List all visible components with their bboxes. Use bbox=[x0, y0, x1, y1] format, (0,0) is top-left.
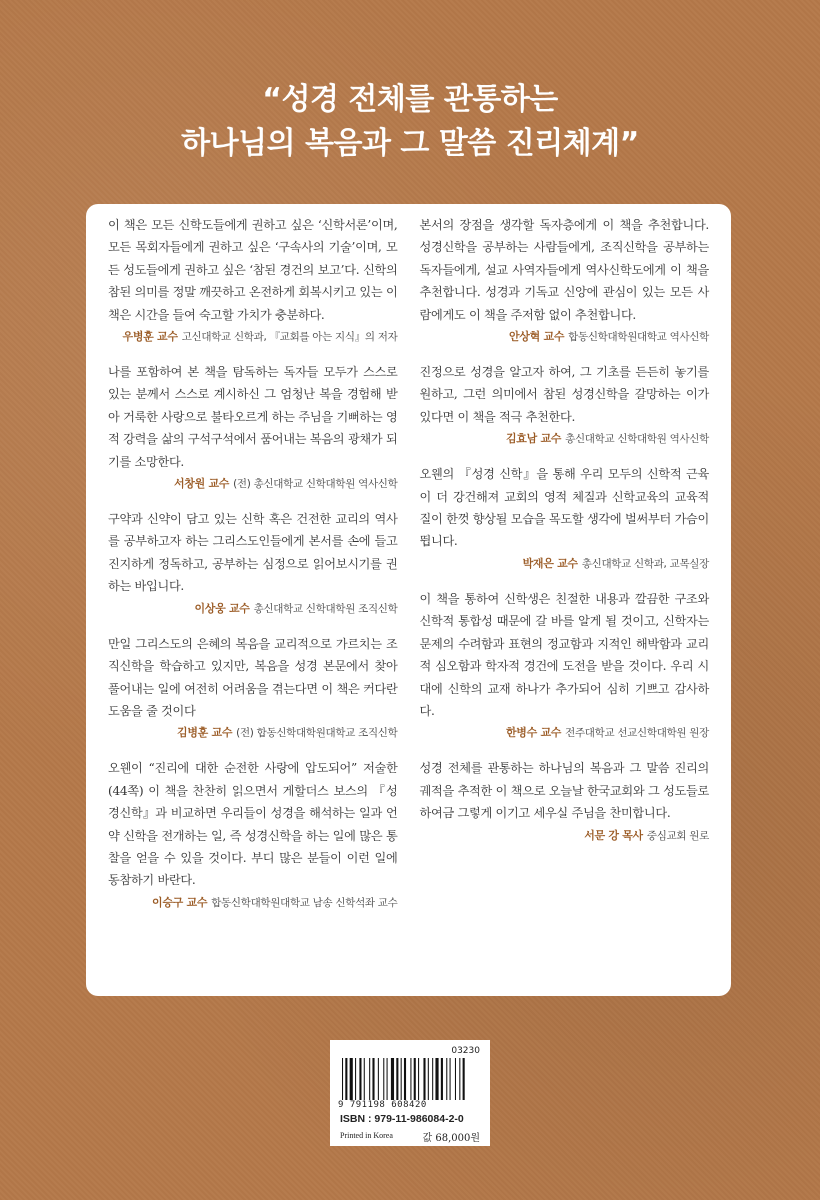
endorser-name: 김효남 교수 bbox=[505, 432, 562, 446]
endorser bbox=[420, 430, 710, 446]
barcode-bar bbox=[404, 1058, 406, 1100]
ean-digits: 9 791198 608420 bbox=[338, 1100, 427, 1110]
barcode-image bbox=[340, 1058, 480, 1100]
barcode-bar bbox=[342, 1058, 343, 1100]
endorser-title: (전) 총신대학교 신학대학원 역사신학 bbox=[233, 478, 398, 491]
barcode-bar bbox=[441, 1058, 443, 1100]
endorser bbox=[108, 600, 398, 616]
endorser-title: 총신대학교 신학대학원 역사신학 bbox=[565, 433, 709, 446]
barcode-bar bbox=[369, 1058, 370, 1100]
barcode-bar bbox=[432, 1058, 433, 1100]
endorser bbox=[420, 827, 710, 843]
endorser-name: 한병수 교수 bbox=[505, 726, 562, 740]
barcode-bar bbox=[345, 1058, 347, 1100]
endorsement-text: 성경 전체를 관통하는 하나님의 복음과 그 말씀 진리의 궤적을 추적한 이 책으로 오늘날 한국교회와 그 성도들로 하여금 그렇게 이기고 세우실 주님을 찬미합니다. bbox=[419, 761, 709, 821]
barcode-bar bbox=[391, 1058, 394, 1100]
endorser bbox=[108, 328, 398, 344]
endorser-title: 총신대학교 신학과, 교목실장 bbox=[581, 557, 709, 570]
isbn: ISBN : 979-11-986084-2-0 bbox=[340, 1113, 464, 1125]
endorser-name: 이승구 교수 bbox=[152, 895, 208, 909]
barcode-bar bbox=[364, 1058, 365, 1100]
endorser bbox=[108, 724, 398, 740]
barcode-bars bbox=[340, 1058, 480, 1100]
endorsement bbox=[420, 463, 710, 571]
headline-line-1: “성경 전체를 관통하는 bbox=[262, 82, 558, 117]
endorsement-text: 진정으로 성경을 알고자 하여, 그 기초를 든든히 놓기를 원하고, 그런 의미에서 참된 성경신학을 갈망하는 이가 있다면 이 책을 적극 추천한다. bbox=[419, 365, 709, 424]
barcode-bar bbox=[396, 1058, 398, 1100]
barcode-bar bbox=[428, 1058, 429, 1100]
printed-in: Printed in Korea bbox=[340, 1131, 393, 1140]
barcode-bar bbox=[355, 1058, 356, 1100]
barcode-bar bbox=[463, 1058, 465, 1100]
barcode-bar bbox=[350, 1058, 353, 1100]
endorser-title: 전주대학교 선교신학대학원 원장 bbox=[565, 727, 709, 740]
endorser-title: 합동신학대학원대학교 역사신학 bbox=[568, 331, 709, 344]
endorsement-text: 구약과 신약이 담고 있는 신학 혹은 건전한 교리의 역사를 공부하고자 하는 그리스도인들에게 본서를 손에 들고 진지하게 정독하고, 공부하는 심정으로 읽어보시기를 권하는 바입니다. bbox=[108, 512, 398, 594]
endorsement bbox=[420, 361, 710, 446]
price-code: 03230 bbox=[451, 1046, 480, 1056]
endorsement-text: 만일 그리스도의 은혜의 복음을 교리적으로 가르치는 조직신학을 학습하고 있지만, 복음을 성경 본문에서 찾아 풀어내는 일에 여전히 어려움을 겪는다면 이 책은 커다란 도움을 줄 것이다 bbox=[108, 636, 398, 718]
endorser-title: 총신대학교 신학대학원 조직신학 bbox=[253, 602, 398, 615]
endorsement bbox=[108, 757, 398, 909]
endorsement bbox=[108, 361, 398, 491]
barcode-bar bbox=[455, 1058, 456, 1100]
barcode-box bbox=[330, 1040, 490, 1146]
endorser-name: 서창원 교수 bbox=[173, 477, 230, 491]
endorser-title: 중심교회 원로 bbox=[646, 829, 709, 842]
endorsement-text: 이 책은 모든 신학도들에게 권하고 싶은 ‘신학서론’이며, 모든 목회자들에게 권하고 싶은 ‘구속사의 기술’이며, 모든 성도들에게 권하고 싶은 ‘참된 경건의 보고’다. 신학의 참된 의미를 정말 깨끗하고 온전하게 회복시키고 있는 이 책은 시간을 들여 숙고할 가치가 충분하다. bbox=[108, 218, 398, 322]
endorsement bbox=[420, 214, 710, 344]
endorser-name: 우병훈 교수 bbox=[122, 330, 178, 344]
left-column bbox=[108, 214, 398, 996]
endorsement bbox=[108, 508, 398, 616]
endorser-name: 서문 강 목사 bbox=[584, 828, 643, 842]
barcode-bar bbox=[387, 1058, 388, 1100]
barcode-bar bbox=[410, 1058, 411, 1100]
barcode-bar bbox=[414, 1058, 416, 1100]
price: 값 68,000원 bbox=[422, 1133, 480, 1144]
endorser-title: 고신대학교 신학과, 『교회를 아는 지식』의 저자 bbox=[181, 331, 398, 344]
right-column bbox=[420, 214, 710, 996]
endorser bbox=[420, 724, 710, 740]
barcode-bar bbox=[418, 1058, 419, 1100]
barcode-bar bbox=[359, 1058, 361, 1100]
barcode-bar bbox=[401, 1058, 402, 1100]
headline-line-2: 하나님의 복음과 그 말씀 진리체계” bbox=[181, 126, 639, 161]
endorsement bbox=[420, 588, 710, 740]
endorser-title: (전) 합동신학대학원대학교 조직신학 bbox=[236, 727, 398, 740]
barcode-bar bbox=[372, 1058, 374, 1100]
endorser-name: 안상혁 교수 bbox=[508, 330, 565, 344]
endorser-name: 김병훈 교수 bbox=[177, 726, 233, 740]
endorser bbox=[108, 475, 398, 491]
barcode-bar bbox=[446, 1058, 447, 1100]
endorsement-card bbox=[86, 204, 731, 996]
endorsement-text: 이 책을 통하여 신학생은 친절한 내용과 깔끔한 구조와 신학적 통합성 때문에 갈 바를 알게 될 것이고, 신학자는 문제의 수려함과 표현의 정교함과 지적인 해박함과 교리적 심오함과 학자적 경건에 도전을 받을 것이다. 우리 시대에 신학의 교재 하나가 추가되어 심히 기쁘고 감사하다. bbox=[419, 591, 709, 718]
endorsement-text: 오웬이 “진리에 대한 순전한 사랑에 압도되어” 저술한(44쪽) 이 책을 찬찬히 읽으면서 게할더스 보스의 『성경신학』과 비교하면 우리들이 성경을 해석하는 일과 언약 신학을 전개하는 일, 즉 성경신학을 하는 일에 많은 통찰을 얻을 수 있을 것이다. 부디 많은 분들이 이런 일에 동참하기 바란다. bbox=[108, 761, 398, 888]
endorser bbox=[108, 894, 398, 910]
endorsement-text: 나를 포함하여 본 책을 탐독하는 독자들 모두가 스스로 있는 분께서 스스로 계시하신 그 엄청난 복을 경험해 받아 거룩한 사랑으로 불타오르게 하는 주님을 기뻐하는 영적 강력을 삶의 구석구석에서 품어내는 복음의 광채가 되기를 소망한다. bbox=[108, 365, 398, 469]
endorsement bbox=[108, 633, 398, 741]
endorser-title: 합동신학대학원대학교 남송 신학석좌 교수 bbox=[211, 896, 398, 909]
barcode-bar bbox=[450, 1058, 451, 1100]
endorser bbox=[420, 328, 710, 344]
endorsement bbox=[108, 214, 398, 344]
barcode-bar bbox=[423, 1058, 425, 1100]
endorser-name: 박재은 교수 bbox=[522, 556, 578, 570]
endorsement-text: 본서의 장점을 생각할 독자층에게 이 책을 추천합니다. 성경신학을 공부하는 사람들에게, 조직신학을 공부하는 독자들에게, 설교 사역자들에게 역사신학도에게 이 책을 추천합니다. 성경과 기독교 신앙에 관심이 있는 모든 사람에게도 이 책을 주저함 없이 추천합니다. bbox=[419, 218, 709, 322]
barcode-bar bbox=[383, 1058, 384, 1100]
endorser-name: 이상웅 교수 bbox=[194, 601, 250, 615]
endorsement-text: 오웬의 『성경 신학』을 통해 우리 모두의 신학적 근육이 더 강건해져 교회의 영적 체질과 신학교육의 교육적 질이 한껏 향상될 모습을 목도할 생각에 벌써부터 가슴이 뜁니다. bbox=[419, 467, 709, 549]
headline bbox=[0, 78, 820, 166]
barcode-bar bbox=[378, 1058, 379, 1100]
barcode-bar bbox=[459, 1058, 460, 1100]
endorser bbox=[420, 555, 710, 571]
endorsement bbox=[420, 757, 710, 842]
barcode-bar bbox=[435, 1058, 438, 1100]
